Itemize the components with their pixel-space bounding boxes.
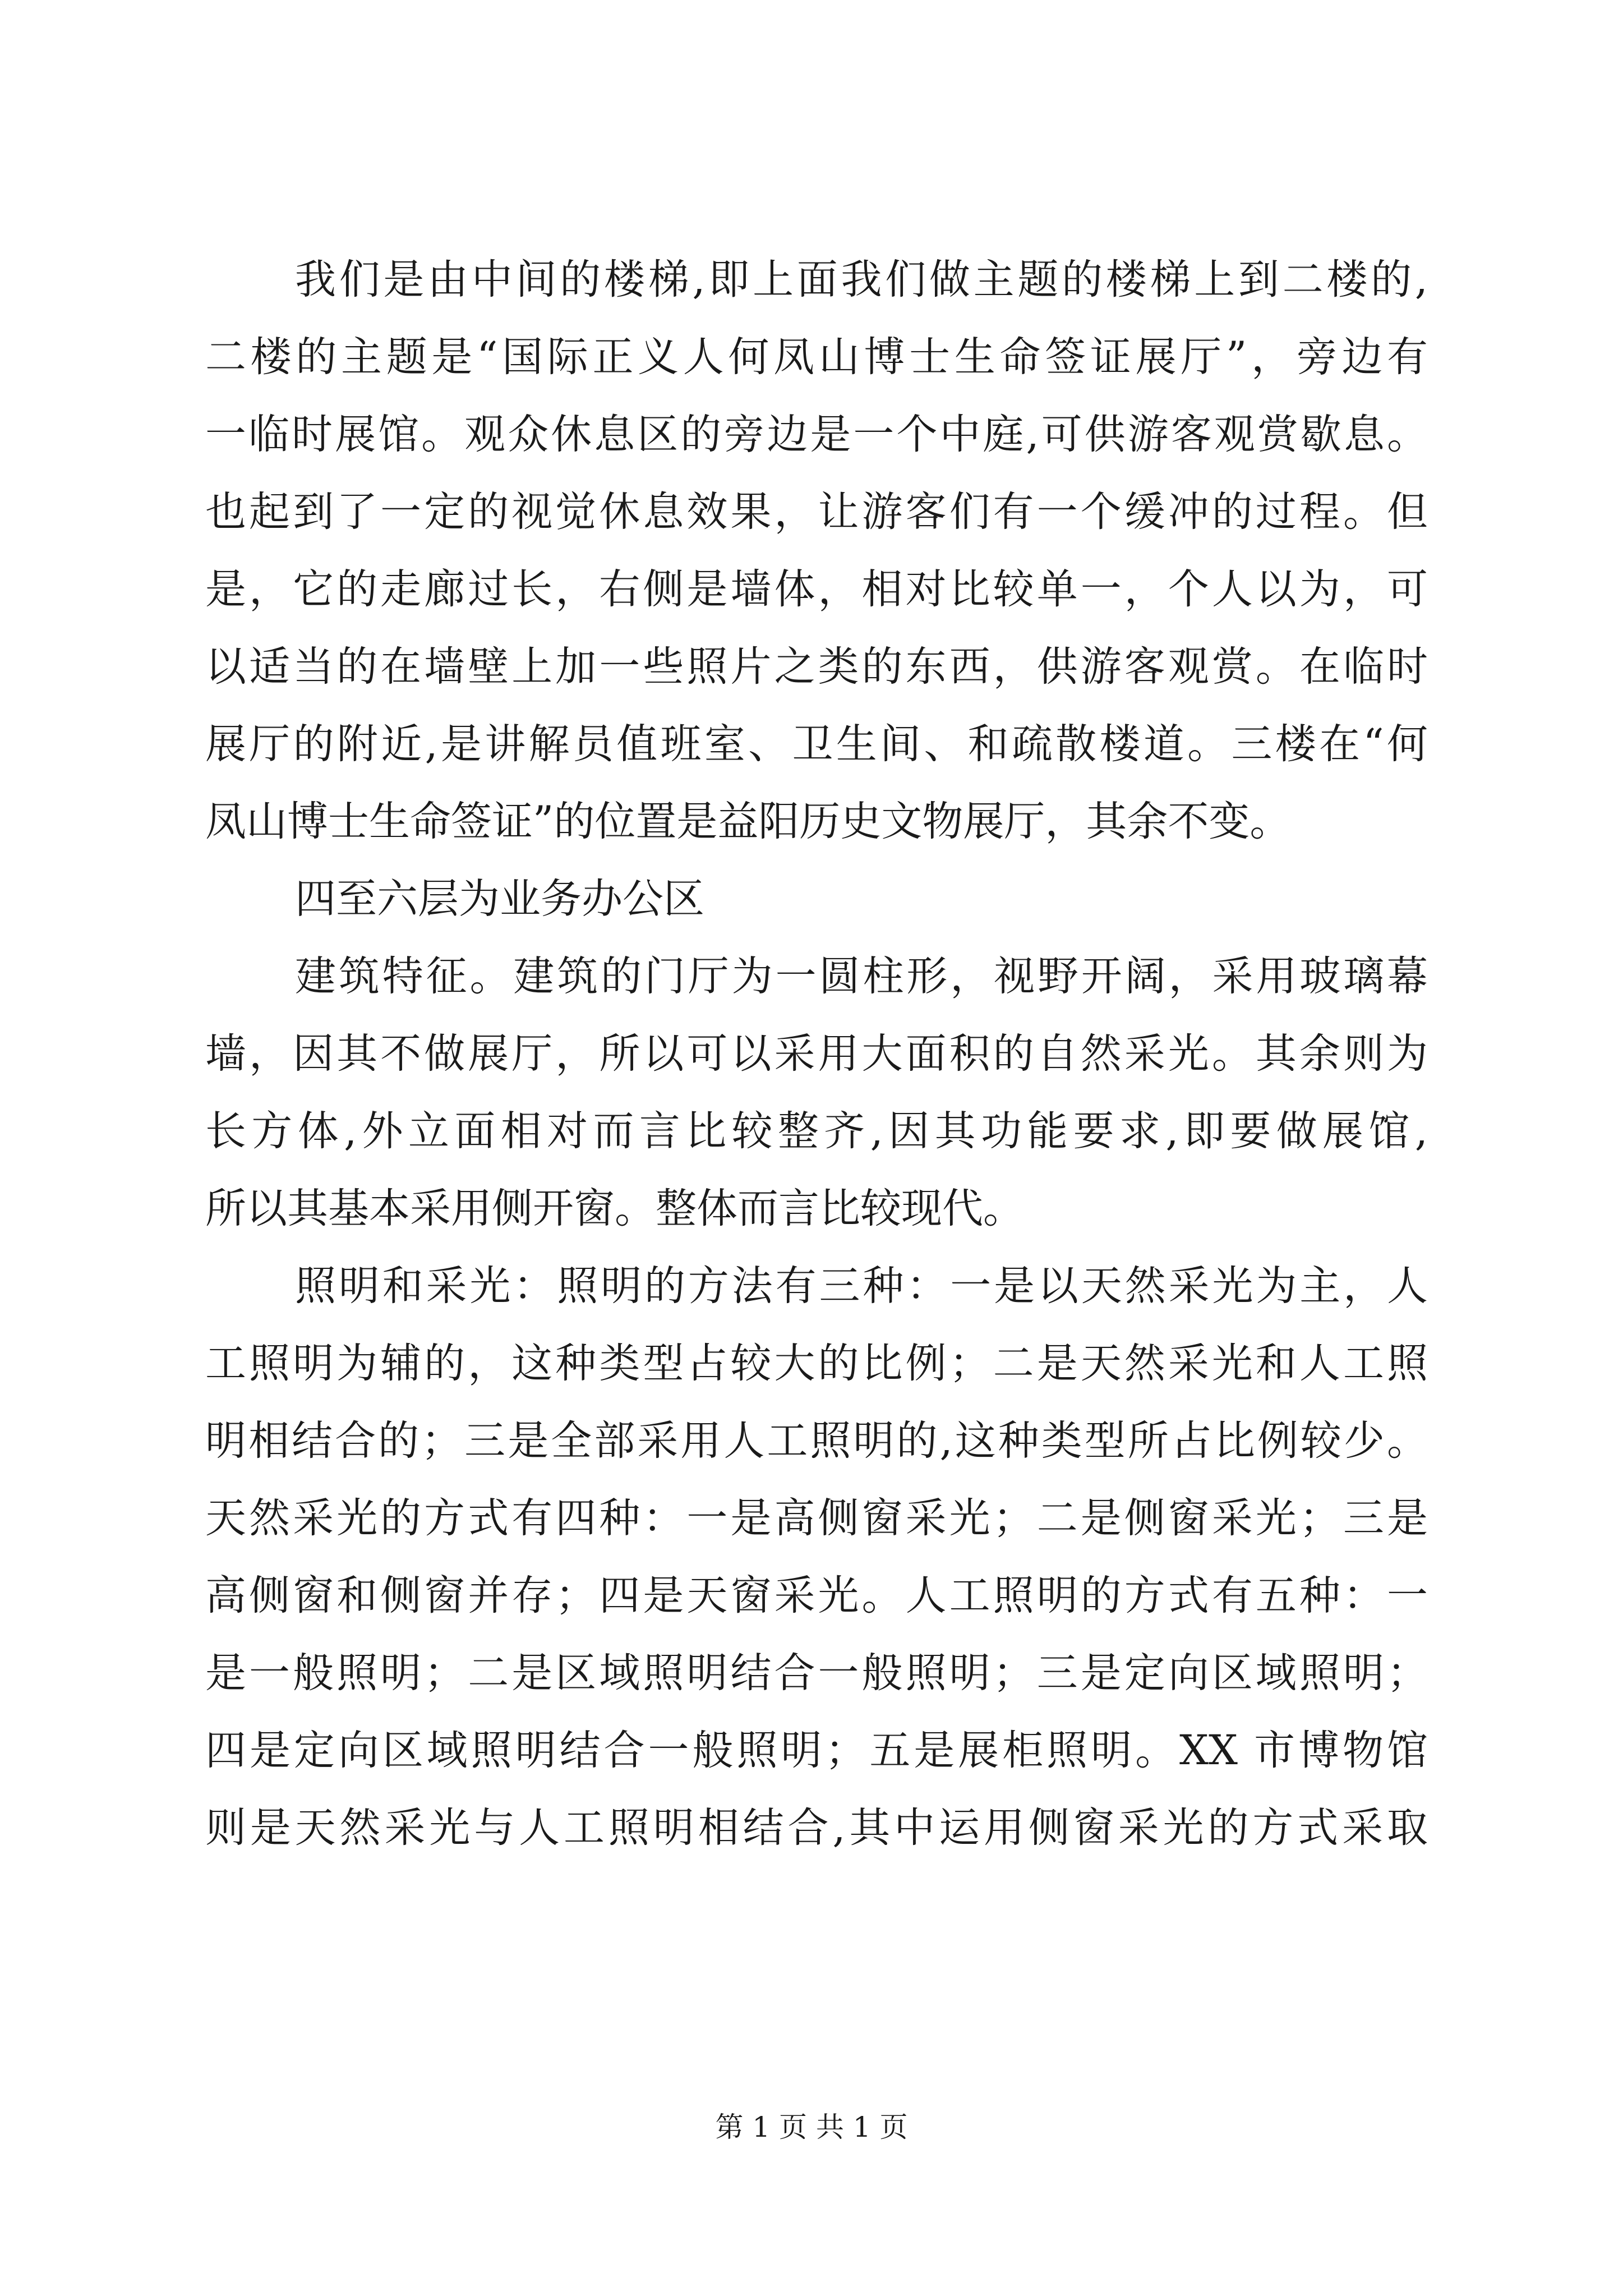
paragraph-line: 凤山博士生命签证”的位置是益阳历史文物展厅，其余不变。 — [205, 798, 1291, 845]
paragraph-line: 四是定向区域照明结合一般照明；五是展柜照明。XX 市博物馆 — [205, 1727, 1428, 1774]
paragraph-line: 二楼的主题是“国际正义人何凤山博士生命签证展厅”，旁边有 — [205, 333, 1428, 381]
paragraph-line: 明相结合的；三是全部采用人工照明的,这种类型所占比例较少。 — [205, 1417, 1428, 1465]
paragraph-line: 也起到了一定的视觉休息效果，让游客们有一个缓冲的过程。但 — [205, 488, 1428, 536]
section-heading: 四至六层为业务办公区 — [295, 875, 704, 923]
paragraph-line: 墙，因其不做展厅，所以可以采用大面积的自然采光。其余则为 — [205, 1030, 1428, 1078]
paragraph-line: 则是天然采光与人工照明相结合,其中运用侧窗采光的方式采取 — [205, 1804, 1428, 1852]
paragraph-line: 是，它的走廊过长，右侧是墙体，相对比较单一，个人以为，可 — [205, 565, 1428, 613]
paragraph-line: 展厅的附近,是讲解员值班室、卫生间、和疏散楼道。三楼在“何 — [205, 720, 1428, 768]
paragraph-line: 长方体,外立面相对而言比较整齐,因其功能要求,即要做展馆, — [205, 1107, 1428, 1155]
paragraph-line: 高侧窗和侧窗并存；四是天窗采光。人工照明的方式有五种：一 — [205, 1572, 1428, 1619]
body-text — [205, 241, 1428, 1867]
paragraph-line: 工照明为辅的，这种类型占较大的比例；二是天然采光和人工照 — [205, 1340, 1428, 1387]
paragraph-line: 以适当的在墙壁上加一些照片之类的东西，供游客观赏。在临时 — [205, 643, 1428, 691]
paragraph-line: 天然采光的方式有四种：一是高侧窗采光；二是侧窗采光；三是 — [205, 1494, 1428, 1542]
paragraph-line: 我们是由中间的楼梯,即上面我们做主题的楼梯上到二楼的, — [295, 256, 1428, 303]
paragraph-line: 照明和采光：照明的方法有三种：一是以天然采光为主，人 — [295, 1262, 1428, 1310]
page-number-footer: 第 1 页 共 1 页 — [715, 2111, 908, 2143]
paragraph-line: 是一般照明；二是区域照明结合一般照明；三是定向区域照明； — [205, 1649, 1428, 1697]
paragraph-line: 一临时展馆。观众休息区的旁边是一个中庭,可供游客观赏歇息。 — [205, 411, 1428, 458]
paragraph-line: 建筑特征。建筑的门厅为一圆柱形，视野开阔，采用玻璃幕 — [295, 953, 1428, 1000]
paragraph-line: 所以其基本采用侧开窗。整体而言比较现代。 — [205, 1185, 1024, 1232]
